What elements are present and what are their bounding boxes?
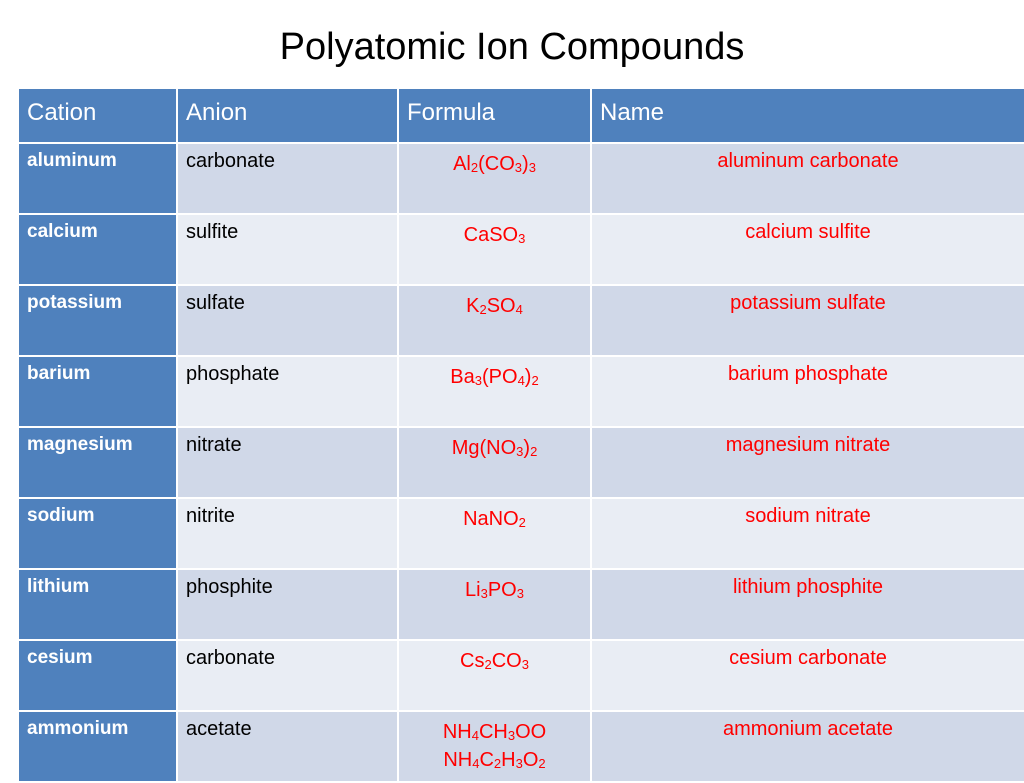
compound-name-cell: lithium phosphite xyxy=(591,569,1024,640)
formula-text: O xyxy=(522,749,539,771)
formula-subscript: 4 xyxy=(515,302,523,317)
formula-subscript: 3 xyxy=(480,586,488,601)
formula-text: PO xyxy=(487,579,517,601)
compounds-table xyxy=(17,87,1024,783)
cation-cell: ammonium xyxy=(18,711,177,782)
table-row xyxy=(18,711,1024,782)
anion-cell: nitrite xyxy=(177,498,398,569)
table-row xyxy=(18,498,1024,569)
cation-cell: potassium xyxy=(18,285,177,356)
formula-text: NH xyxy=(442,721,472,743)
table-row xyxy=(18,640,1024,711)
header-name: Name xyxy=(591,88,1024,143)
anion-cell: carbonate xyxy=(177,640,398,711)
table-row xyxy=(18,427,1024,498)
formula-line xyxy=(407,221,582,249)
formula-subscript: 3 xyxy=(516,586,524,601)
formula-line xyxy=(407,718,582,746)
formula-cell xyxy=(398,285,591,356)
anion-cell: sulfite xyxy=(177,214,398,285)
table-row xyxy=(18,214,1024,285)
formula-cell xyxy=(398,711,591,782)
table-row xyxy=(18,285,1024,356)
formula-text: Mg(NO xyxy=(451,437,517,459)
cation-cell: magnesium xyxy=(18,427,177,498)
formula-text: ) xyxy=(523,437,531,459)
formula-text: (PO xyxy=(482,366,518,388)
formula-text: NaNO xyxy=(463,508,519,530)
table-row xyxy=(18,569,1024,640)
compound-name-cell: calcium sulfite xyxy=(591,214,1024,285)
formula-subscript: 3 xyxy=(518,231,526,246)
anion-cell: phosphite xyxy=(177,569,398,640)
formula-line xyxy=(407,434,582,462)
formula-subscript: 2 xyxy=(530,444,538,459)
compound-name-cell: ammonium acetate xyxy=(591,711,1024,782)
compound-name-cell: aluminum carbonate xyxy=(591,143,1024,214)
compound-name-cell: barium phosphate xyxy=(591,356,1024,427)
cation-cell: lithium xyxy=(18,569,177,640)
compound-name-cell: potassium sulfate xyxy=(591,285,1024,356)
formula-line xyxy=(407,292,582,320)
formula-cell xyxy=(398,214,591,285)
formula-line xyxy=(407,746,582,774)
formula-line xyxy=(407,647,582,675)
formula-text: Al xyxy=(453,153,471,175)
formula-text: OO xyxy=(515,721,547,743)
cation-cell: calcium xyxy=(18,214,177,285)
formula-cell xyxy=(398,569,591,640)
formula-text: Cs xyxy=(460,650,485,672)
formula-text: Ba xyxy=(450,366,475,388)
compound-name-cell: cesium carbonate xyxy=(591,640,1024,711)
formula-line xyxy=(407,505,582,533)
formula-line xyxy=(407,576,582,604)
anion-cell: carbonate xyxy=(177,143,398,214)
formula-text: ) xyxy=(524,366,532,388)
formula-subscript: 4 xyxy=(472,756,480,771)
table-row xyxy=(18,356,1024,427)
anion-cell: sulfate xyxy=(177,285,398,356)
formula-subscript: 3 xyxy=(514,160,523,175)
formula-cell xyxy=(398,356,591,427)
formula-text: CaSO xyxy=(463,224,519,246)
formula-cell xyxy=(398,143,591,214)
formula-line xyxy=(407,363,582,391)
anion-cell: nitrate xyxy=(177,427,398,498)
formula-text: CO xyxy=(491,650,522,672)
formula-cell xyxy=(398,640,591,711)
formula-subscript: 2 xyxy=(538,756,546,771)
formula-subscript: 3 xyxy=(474,373,482,388)
formula-subscript: 2 xyxy=(518,515,526,530)
formula-text: C xyxy=(479,749,494,771)
cation-cell: aluminum xyxy=(18,143,177,214)
formula-subscript: 3 xyxy=(515,756,523,771)
table-header-row xyxy=(18,88,1024,143)
formula-subscript: 2 xyxy=(493,756,502,771)
formula-line xyxy=(407,150,582,178)
formula-subscript: 3 xyxy=(516,444,524,459)
formula-text: NH xyxy=(443,749,473,771)
formula-text: H xyxy=(501,749,516,771)
formula-subscript: 2 xyxy=(479,302,487,317)
header-formula: Formula xyxy=(398,88,591,143)
formula-subscript: 3 xyxy=(521,657,529,672)
slide-title: Polyatomic Ion Compounds xyxy=(279,26,745,68)
formula-text: K xyxy=(466,295,480,317)
formula-subscript: 2 xyxy=(470,160,479,175)
cation-cell: barium xyxy=(18,356,177,427)
anion-cell: acetate xyxy=(177,711,398,782)
compound-name-cell: magnesium nitrate xyxy=(591,427,1024,498)
formula-text: (CO xyxy=(478,153,515,175)
formula-subscript: 3 xyxy=(507,728,516,743)
header-cation: Cation xyxy=(18,88,177,143)
anion-cell: phosphate xyxy=(177,356,398,427)
formula-text: SO xyxy=(486,295,516,317)
formula-cell xyxy=(398,498,591,569)
formula-subscript: 2 xyxy=(531,373,539,388)
formula-text: ) xyxy=(522,153,529,175)
formula-subscript: 4 xyxy=(517,373,525,388)
formula-subscript: 4 xyxy=(471,728,479,743)
header-anion: Anion xyxy=(177,88,398,143)
cation-cell: sodium xyxy=(18,498,177,569)
formula-text: CH xyxy=(478,721,508,743)
table-row xyxy=(18,143,1024,214)
cation-cell: cesium xyxy=(18,640,177,711)
formula-subscript: 3 xyxy=(528,160,536,175)
formula-cell xyxy=(398,427,591,498)
formula-subscript: 2 xyxy=(484,657,492,672)
compound-name-cell: sodium nitrate xyxy=(591,498,1024,569)
formula-text: Li xyxy=(465,579,481,601)
